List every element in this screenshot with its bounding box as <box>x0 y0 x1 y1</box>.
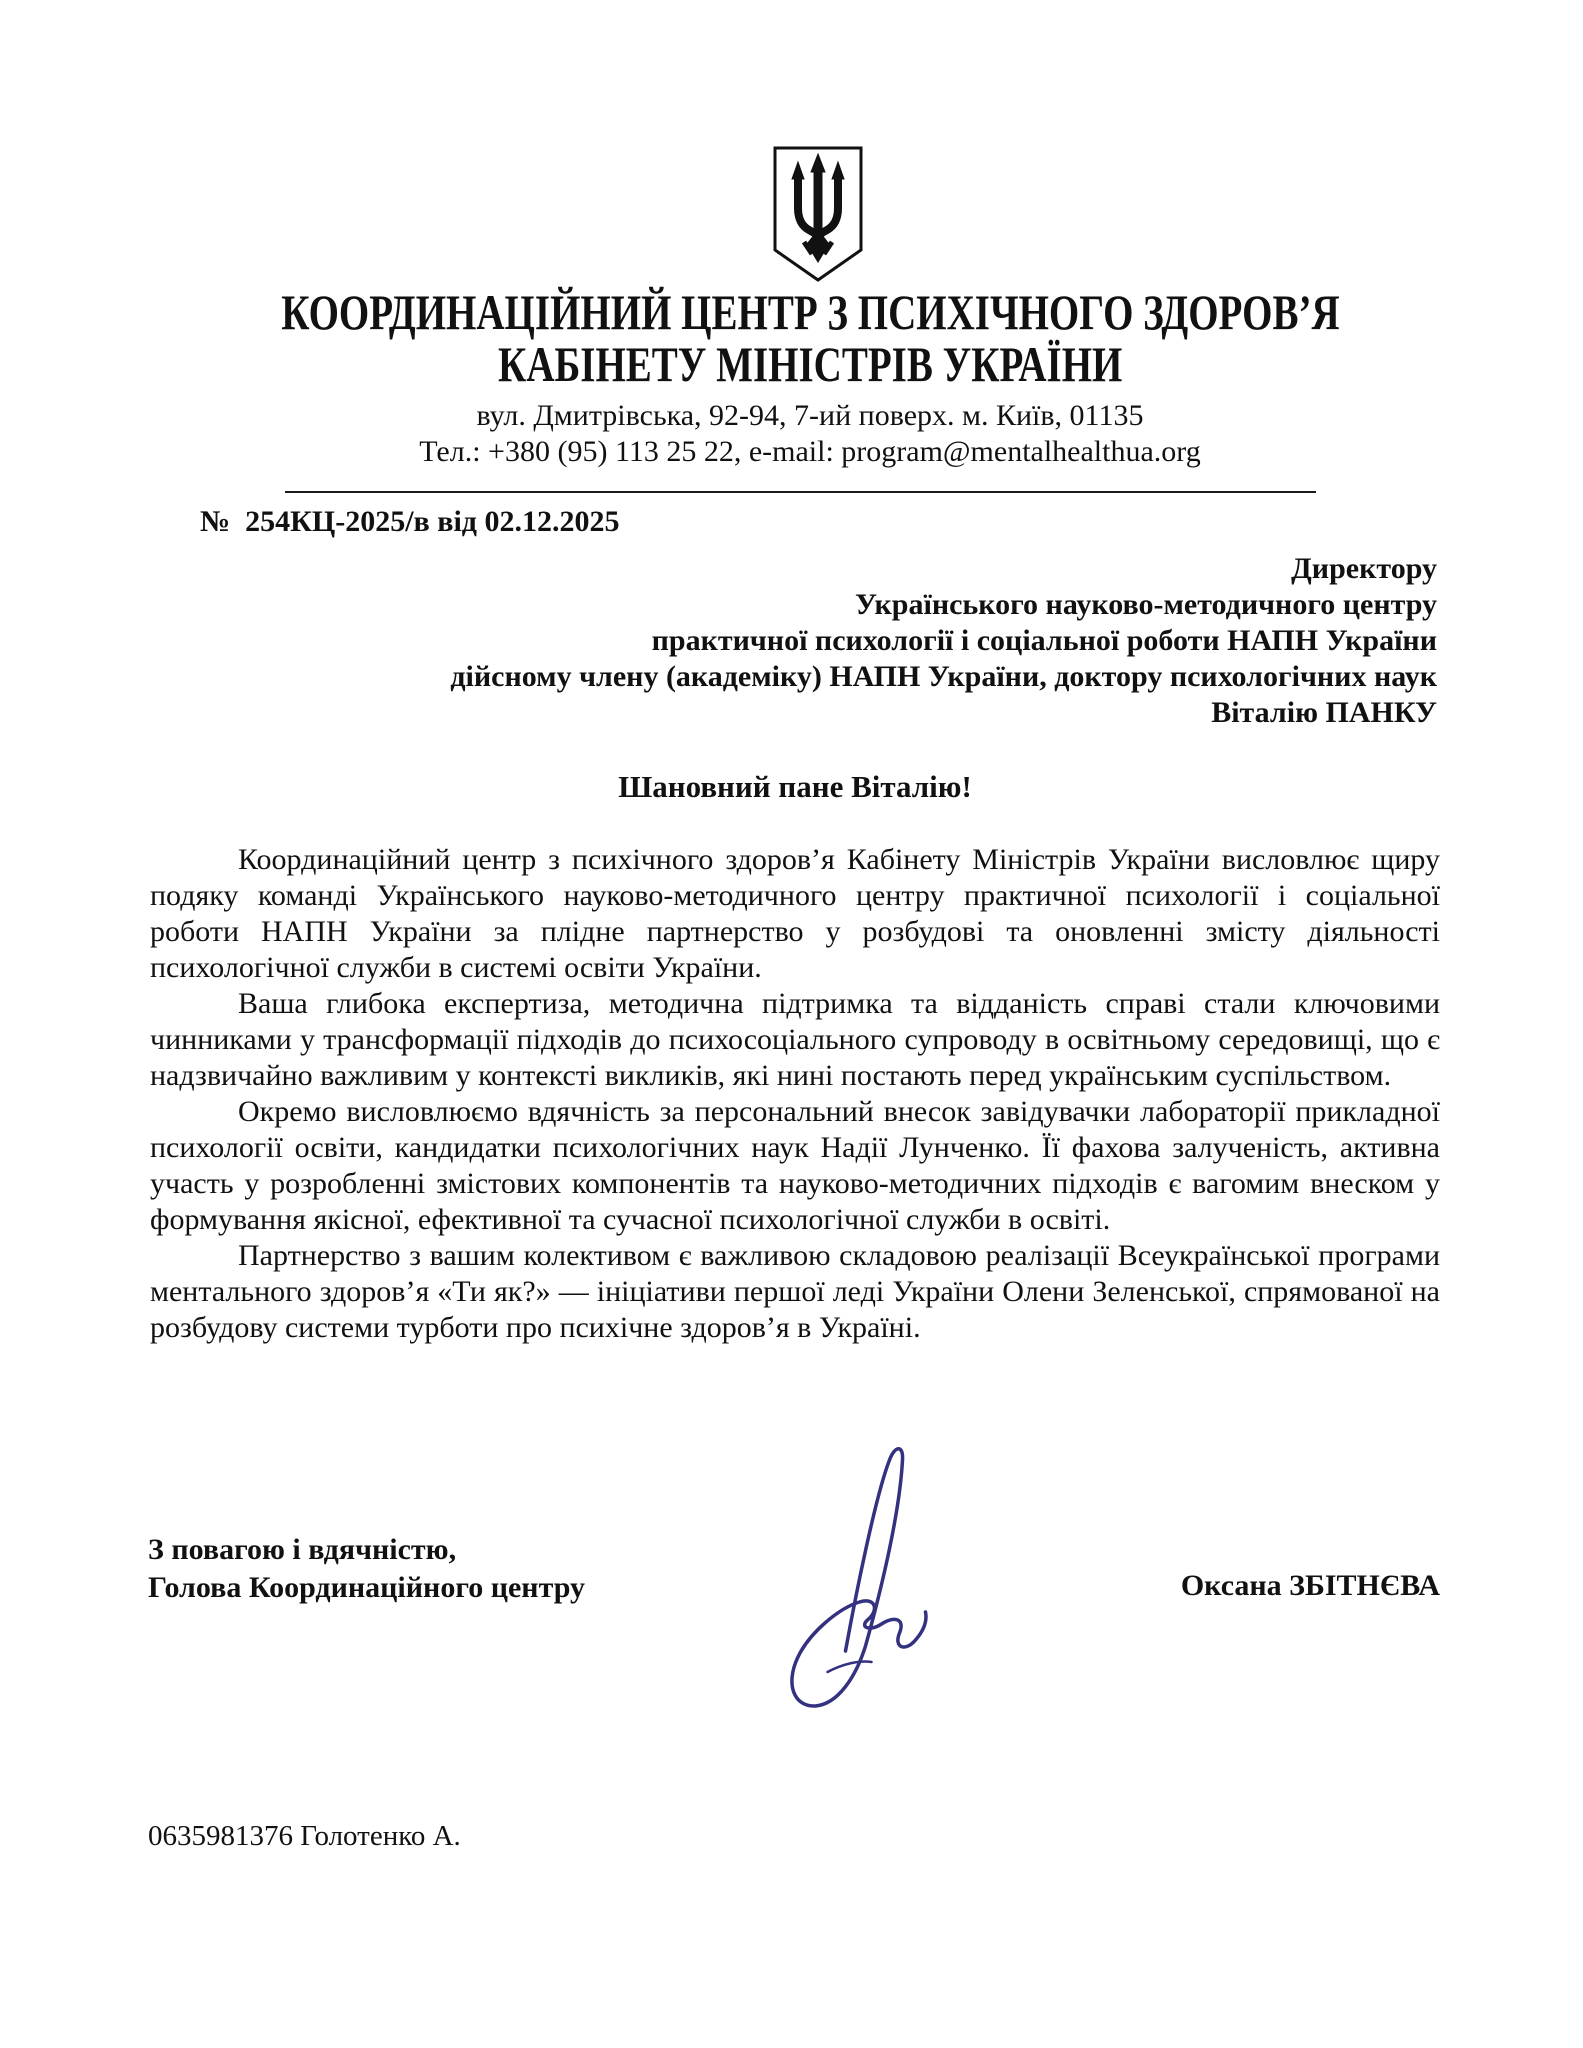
reference-number: № 254КЦ-2025/в від 02.12.2025 <box>200 505 620 538</box>
recipient-block <box>300 551 1437 731</box>
letterhead-divider <box>285 491 1316 493</box>
executor-contact-note: 0635981376 Голотенко А. <box>148 1820 461 1852</box>
signer-name: Оксана ЗБІТНЄВА <box>1180 1569 1440 1602</box>
recipient-line: практичної психології і соціальної роботи НАПН України <box>651 624 1437 657</box>
body-paragraph: Координаційний центр з психічного здоров’я Кабінету Міністрів України висловлює щиру подяку команді Українського науково-методичного центру практичної психології і соціальної роботи НАПН України за плідне партнерство у розбудові та оновленні змісту діяльності психологічної служби в системі освіти України. <box>150 843 1440 984</box>
recipient-name: Віталію ПАНКУ <box>1211 696 1437 729</box>
closing-line: З повагою і вдячністю, <box>148 1533 457 1566</box>
body-paragraph: Окремо висловлюємо вдячність за персональний внесок завідувачки лабораторії прикладної психології освіти, кандидатки психологічних наук Надії Лунченко. Її фахова залученість, активна участь у розробленні змістових компонентів та науково-методичних підходів є вагомим внеском у формування якісної, ефективної та сучасної психологічної служби в освіті. <box>150 1095 1440 1236</box>
closing-title: Голова Координаційного центру <box>148 1571 585 1604</box>
salutation: Шановний пане Віталію! <box>618 769 972 804</box>
letter-body <box>150 842 1440 1346</box>
body-paragraph: Партнерство з вашим колективом є важливою складовою реалізації Всеукраїнської програми ментального здоров’я «Ти як?» — ініціативи першої леді України Олени Зеленської, спрямованої на розбудову системи турботи про психічне здоров’я в Україні. <box>150 1239 1440 1344</box>
recipient-line: Директору <box>1291 552 1437 585</box>
ukraine-trident-emblem-icon <box>768 146 868 284</box>
org-address: вул. Дмитрівська, 92-94, 7-ий поверх. м. Київ, 01135 <box>476 399 1144 432</box>
recipient-line: дійсному члену (академіку) НАПН України, доктору психологічних наук <box>450 660 1437 693</box>
org-title-line1: КООРДИНАЦІЙНИЙ ЦЕНТР З ПСИХІЧНОГО ЗДОРОВ’Я <box>280 284 1340 340</box>
recipient-line: Українського науково-методичного центру <box>854 588 1437 621</box>
handwritten-signature <box>765 1436 980 1736</box>
body-paragraph: Ваша глибока експертиза, методична підтримка та відданість справі стали ключовими чинниками у трансформації підходів до психосоціального супроводу в освітньому середовищі, що є надзвичайно важливим у контексті викликів, які нині постають перед українським суспільством. <box>150 987 1440 1092</box>
org-contacts: Тел.: +380 (95) 113 25 22, e-mail: program@mentalhealthua.org <box>419 435 1201 468</box>
org-title-line2: КАБІНЕТУ МІНІСТРІВ УКРАЇНИ <box>497 336 1123 392</box>
closing-block <box>148 1531 585 1607</box>
